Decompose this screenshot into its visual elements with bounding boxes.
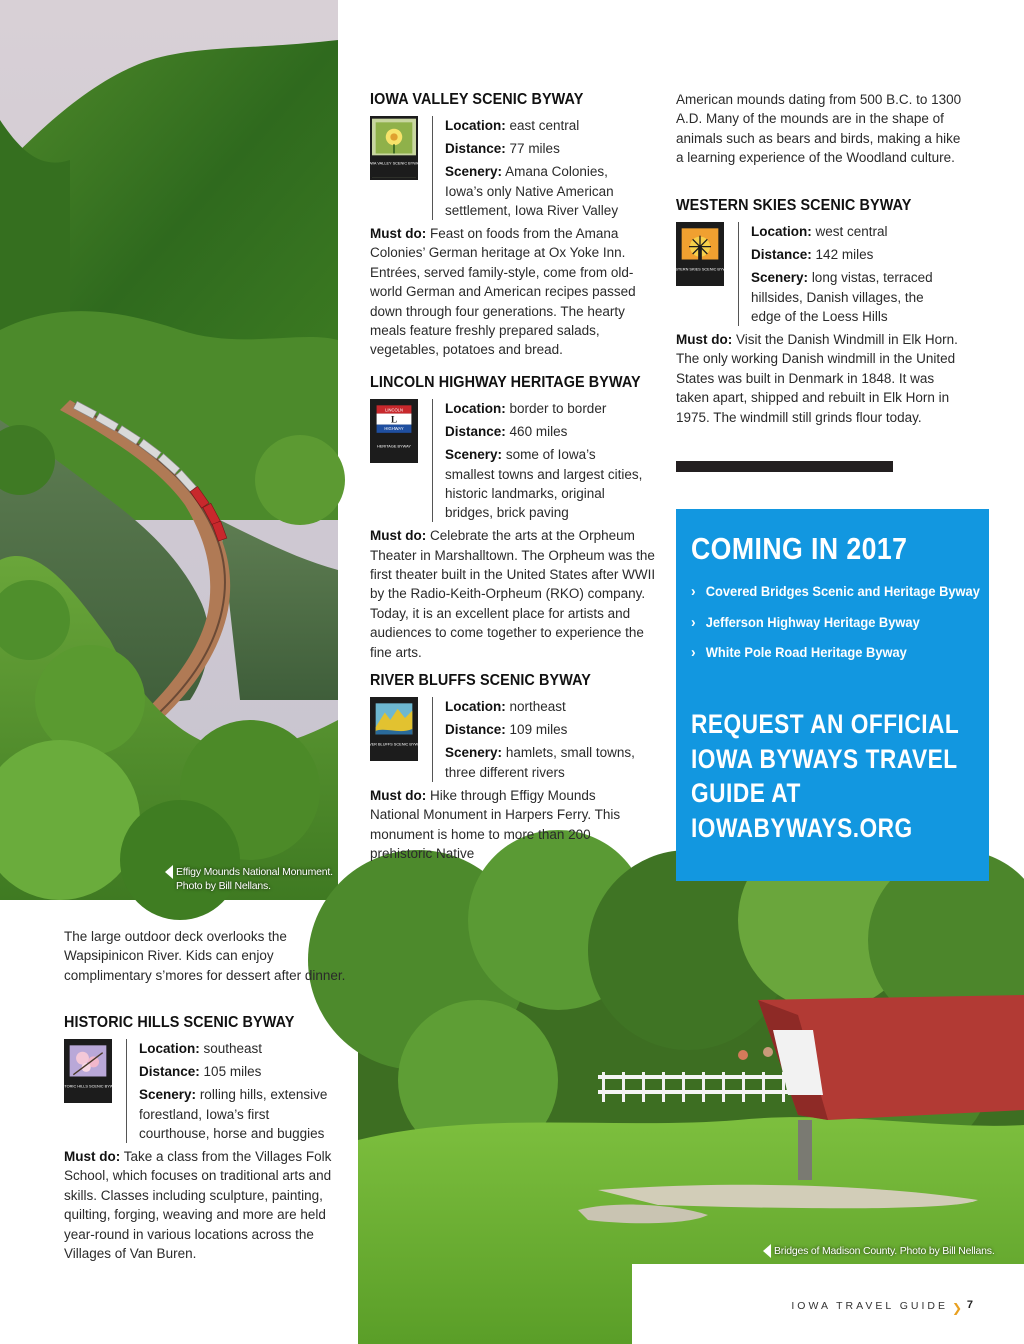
logo-text: WESTERN SKIES SCENIC BYWAY xyxy=(669,267,731,272)
iowa-valley-logo xyxy=(366,116,422,180)
logo-text-mid: HIGHWAY xyxy=(384,426,404,432)
river-bluffs-continued: American mounds dating from 500 B.C. to 1300 A.D. Many of the mounds are in the shape of animals such as bears and birds, making a hike a learning experience of the Woodland culture. xyxy=(676,92,962,166)
distance-fact: Distance: 109 miles xyxy=(445,722,568,738)
byway-fact-list xyxy=(738,222,951,326)
historic-hills-logo xyxy=(57,1039,119,1103)
byway-fact-list xyxy=(126,1039,339,1143)
caption-arrow-icon xyxy=(763,1244,771,1258)
western-skies-byway xyxy=(669,196,966,427)
byway-title: WESTERN SKIES SCENIC BYWAY xyxy=(676,197,912,214)
deck-paragraph: The large outdoor deck overlooks the Wapsipinicon River. Kids can enjoy complimentary s’mores for dessert after dinner. xyxy=(64,929,346,983)
byway-fact-list xyxy=(432,399,645,522)
logo-text: RIVER BLUFFS SCENIC BYWAY xyxy=(365,742,423,747)
location-fact: Location: northeast xyxy=(445,699,566,714)
train-valley-image xyxy=(0,0,338,900)
logo-text: IOWA VALLEY SCENIC BYWAY xyxy=(366,161,422,166)
western-skies-logo xyxy=(669,222,731,286)
location-fact: Location: border to border xyxy=(445,401,607,416)
distance-fact: Distance: 105 miles xyxy=(139,1064,262,1080)
logo-text: HERITAGE BYWAY xyxy=(377,444,411,449)
must-do-text: Must do: Take a class from the Villages Folk School, which focuses on traditional arts and skills. Classes including sculpture, painting, quilting, forging, weaving and more are held year-round in various locations across the Villages of Van Buren. xyxy=(64,1149,332,1262)
river-bluffs-icon xyxy=(365,699,423,759)
distance-fact: Distance: 460 miles xyxy=(445,424,568,440)
bridge-caption-text: Bridges of Madison County. Photo by Bill Nellans. xyxy=(774,1245,995,1257)
divider-bar xyxy=(676,461,893,472)
byway-facts xyxy=(365,697,660,782)
lincoln-highway-byway xyxy=(370,373,660,662)
coming-item: › Covered Bridges Scenic and Heritage Byway xyxy=(691,583,980,600)
byway-title: RIVER BLUFFS SCENIC BYWAY xyxy=(370,672,591,689)
byway-facts xyxy=(57,1039,354,1143)
flower-icon xyxy=(366,118,422,178)
lincoln-highway-logo xyxy=(370,399,418,463)
byway-facts xyxy=(370,399,660,522)
scenery-fact: Scenery: some of Iowa’s smallest towns and largest cities, historic landmarks, original bridges, brick paving xyxy=(445,447,643,521)
logo-text: HISTORIC HILLS SCENIC BYWAY xyxy=(57,1084,119,1089)
chevron-right-icon: › xyxy=(691,644,696,661)
train-photo-caption xyxy=(176,865,336,893)
byway-fact-list xyxy=(432,697,645,782)
lincoln-shield-icon xyxy=(372,401,416,461)
must-do-text: Must do: Celebrate the arts at the Orpheum Theater in Marshalltown. The Orpheum was the first theater built in the United States after WWII by the Radio-Keith-Orpheum (RKO) company. Today, it is an excellent place for artists and audiences to come together to experience the fine arts. xyxy=(370,528,656,660)
byway-fact-list xyxy=(432,116,645,220)
dogwood-flower-icon xyxy=(57,1041,119,1101)
byway-title: IOWA VALLEY SCENIC BYWAY xyxy=(370,91,584,108)
distance-fact: Distance: 77 miles xyxy=(445,141,560,157)
historic-hills-byway xyxy=(57,1013,354,1263)
must-do-text: Must do: Visit the Danish Windmill in Elk Horn. The only working Danish windmill in the United States was built in Denmark in 1848. It was taken apart, shipped and rebuilt in Elk Horn in 1975. The windmill still grinds flour today. xyxy=(676,332,958,425)
distance-fact: Distance: 142 miles xyxy=(751,247,874,263)
bridge-photo-caption xyxy=(774,1244,1014,1258)
coming-item: › Jefferson Highway Heritage Byway xyxy=(691,614,920,631)
scenery-fact: Scenery: long vistas, terraced hillsides, Danish villages, the edge of the Loess Hills xyxy=(751,270,933,324)
page-number: 7 xyxy=(966,1299,973,1311)
byway-title: HISTORIC HILLS SCENIC BYWAY xyxy=(64,1014,295,1031)
photo-train-valley xyxy=(0,0,338,900)
coming-soon-title: COMING IN 2017 xyxy=(691,531,908,566)
footer-guide-title: IOWA TRAVEL GUIDE xyxy=(791,1300,948,1312)
byway-facts xyxy=(366,116,660,220)
scenery-fact: Scenery: rolling hills, extensive forestland, Iowa’s first courthouse, horse and buggies xyxy=(139,1087,328,1141)
scenery-fact: Scenery: hamlets, small towns, three different rivers xyxy=(445,745,635,780)
must-do-text: Must do: Hike through Effigy Mounds National Monument in Harpers Ferry. This monument is home to more than 200 prehistoric Native xyxy=(370,787,621,862)
coming-soon-box xyxy=(676,509,989,881)
chevron-right-icon: › xyxy=(691,614,696,631)
windmill-sunset-icon xyxy=(669,224,731,284)
must-do-text: Must do: Feast on foods from the Amana Colonies’ German heritage at Ox Yoke Inn. Entrées, served family-style, come from old-world German and American recipes passed down through four generations. The hearty meals feature freshly prepared salads, vegetables, potatoes and bread. xyxy=(370,226,636,358)
iowa-valley-byway xyxy=(366,90,660,360)
footer-arrow-icon: ❯ xyxy=(951,1301,962,1315)
location-fact: Location: east central xyxy=(445,118,580,133)
river-bluffs-byway xyxy=(365,671,660,863)
page-footer xyxy=(632,1264,1024,1344)
chevron-right-icon: › xyxy=(691,583,696,600)
train-caption-text: Effigy Mounds National Monument. Photo by Bill Nellans. xyxy=(176,866,333,892)
river-bluffs-logo xyxy=(365,697,423,761)
location-fact: Location: southeast xyxy=(139,1041,263,1056)
logo-letter: L xyxy=(390,414,398,425)
byway-title: LINCOLN HIGHWAY HERITAGE BYWAY xyxy=(370,374,641,391)
scenery-fact: Scenery: Amana Colonies, Iowa’s only Native American settlement, Iowa River Valley xyxy=(445,164,619,218)
byway-facts xyxy=(669,222,966,326)
caption-arrow-icon xyxy=(165,865,173,879)
logo-text-top: LINCOLN xyxy=(385,407,403,413)
coming-item: › White Pole Road Heritage Byway xyxy=(691,644,907,661)
location-fact: Location: west central xyxy=(751,224,888,239)
request-guide-text: REQUEST AN OFFICIAL IOWA BYWAYS TRAVEL GUIDE AT IOWABYWAYS.ORG xyxy=(691,709,959,843)
